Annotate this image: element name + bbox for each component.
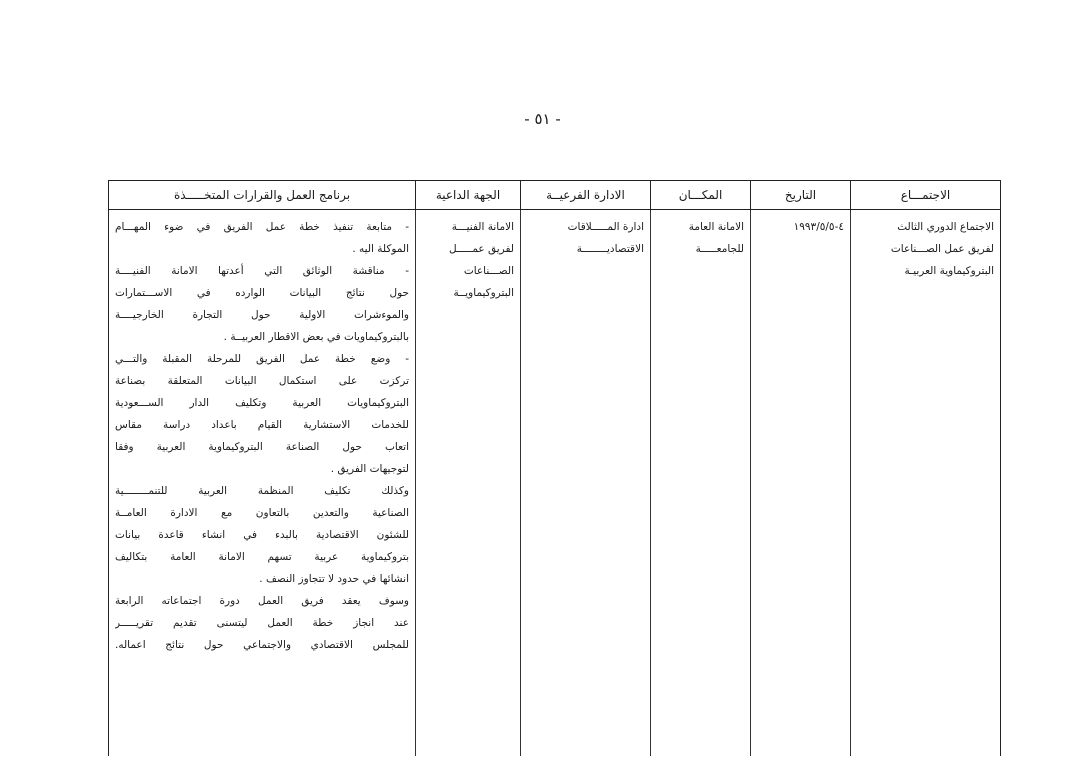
cell-meeting xyxy=(851,210,1001,757)
inviting-party-line: البتروكيماويــة xyxy=(453,287,514,299)
program-line: الموكلة اليه . xyxy=(352,243,409,255)
cell-sub-department xyxy=(521,210,651,757)
program-line: تركزت على استكمال البيانات المتعلقة بصناعة xyxy=(115,375,409,387)
program-line: للشئون الاقتصادية بالبدء في انشاء قاعدة بيانات xyxy=(115,529,409,541)
meeting-line: لفريق عمل الصـــناعات xyxy=(890,243,994,255)
program-line: انشائها في حدود لا تتجاوز النصف . xyxy=(259,573,409,585)
date-line: ٤-١٩٩٣/٥/٥ xyxy=(793,221,844,233)
program-line: - متابعة تنفيذ خطة عمل الفريق في ضوء المهـــام xyxy=(115,221,409,233)
inviting-party-line: الامانة الفنيـــة xyxy=(451,221,514,233)
header-sub-department: الادارة الفرعيــة xyxy=(521,181,651,210)
program-line: عند انجاز خطة العمل ليتسنى تقديم تقريـــــر xyxy=(115,617,409,629)
program-line: - مناقشة الوثائق التي أعدتها الامانة الفنيــــة xyxy=(115,265,409,277)
program-line: حول نتائج البيانات الوارده في الاســـتمارات xyxy=(115,287,409,299)
program-line: اتعاب حول الصناعة البتروكيماوية العربية وفقا xyxy=(115,441,409,453)
program-line: وكذلك تكليف المنظمة العربية للتنمــــــــية xyxy=(115,485,409,497)
program-line: بالبتروكيماويات في بعض الاقطار العربيــة . xyxy=(223,331,409,343)
header-date: التاريخ xyxy=(751,181,851,210)
program-line: للخدمات الاستشارية القيام باعداد دراسة مقاس xyxy=(115,419,409,431)
page-number: - ٥١ - xyxy=(524,110,561,128)
program-line: الصناعية والتعدين بالتعاون مع الادارة العامــة xyxy=(115,507,409,519)
meeting-line: البتروكيماوية العربيـة xyxy=(904,265,994,277)
sub-department-line: الاقتصاديــــــــة xyxy=(576,243,644,255)
program-line: البتروكيماويات العربية وتكليف الدار الســـعودية xyxy=(115,397,409,409)
header-meeting: الاجتمـــاع xyxy=(851,181,1001,210)
table-header-row xyxy=(109,181,1001,210)
cell-place xyxy=(651,210,751,757)
sub-department-line: ادارة المـــــلاقات xyxy=(567,221,644,233)
header-program: برنامج العمل والقرارات المتخـــــذة xyxy=(109,181,416,210)
table-row xyxy=(109,210,1001,757)
cell-program xyxy=(109,210,416,757)
place-line: الامانة العامة xyxy=(688,221,744,233)
cell-inviting-party xyxy=(416,210,521,757)
program-line: - وضع خطة عمل الفريق للمرحلة المقبلة والتـــي xyxy=(115,353,409,365)
program-line: بتروكيماوية عربية تسهم الامانة العامة بتكاليف xyxy=(115,551,409,563)
program-line: وسوف يعقد فريق العمل دورة اجتماعاته الرابعة xyxy=(115,595,409,607)
program-line: والموءشرات الاولية حول التجارة الخارجيــــة xyxy=(115,309,409,321)
inviting-party-line: الصـــناعات xyxy=(463,265,514,277)
meeting-line: الاجتماع الدوري الثالث xyxy=(897,221,994,233)
inviting-party-line: لفريق عمـــــل xyxy=(449,243,514,255)
meetings-table xyxy=(108,180,1001,756)
program-line: لتوجيهات الفريق . xyxy=(330,463,409,475)
header-place: المكـــان xyxy=(651,181,751,210)
cell-date xyxy=(751,210,851,757)
program-line: للمجلس الاقتصادي والاجتماعي حول نتائج اعماله. xyxy=(115,639,409,651)
place-line: للجامعـــــة xyxy=(695,243,744,255)
header-inviting-party: الجهة الداعية xyxy=(416,181,521,210)
